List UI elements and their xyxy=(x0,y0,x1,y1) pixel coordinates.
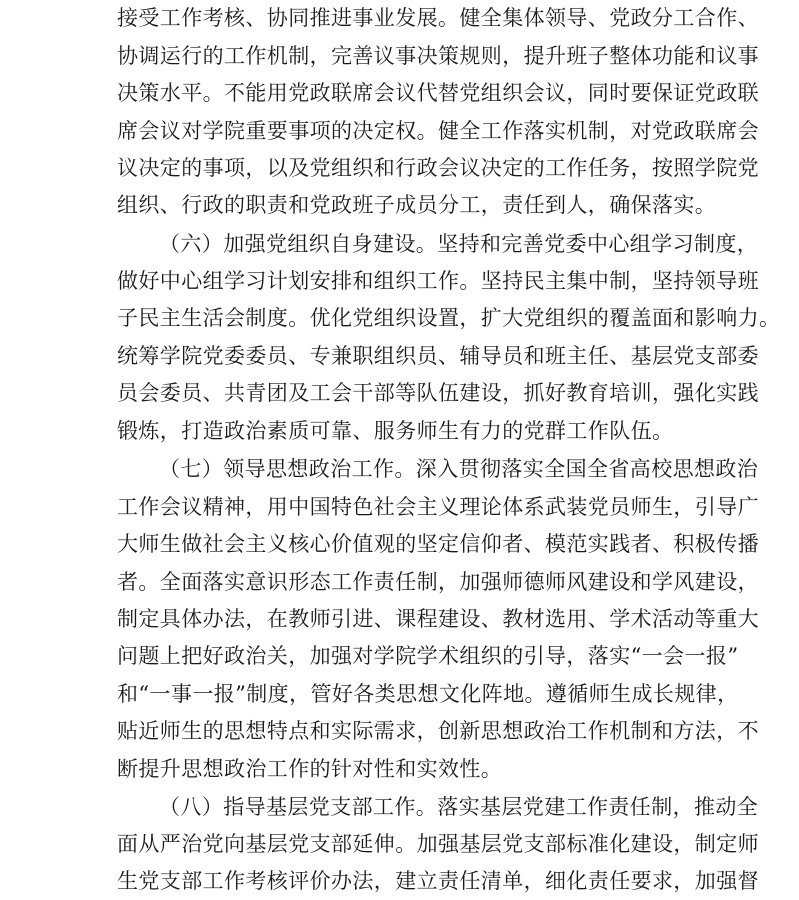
paragraph-heading-six: （六）加强党组织自身建设。坚持和完善党委中心组学习制度， xyxy=(159,232,759,256)
text-line: 面从严治党向基层党支部延伸。加强基层党支部标准化建设，制定师 xyxy=(117,832,759,856)
paragraph-heading-seven: （七）领导思想政治工作。深入贯彻落实全国全省高校思想政治 xyxy=(159,457,759,481)
text-line: 大师生做社会主义核心价值观的坚定信仰者、模范实践者、积极传播 xyxy=(117,532,759,556)
text-line: 组织、行政的职责和党政班子成员分工，责任到人，确保落实。 xyxy=(117,193,717,217)
text-line: 锻炼，打造政治素质可靠、服务师生有力的党群工作队伍。 xyxy=(117,419,674,443)
text-line: 接受工作考核、协同推进事业发展。健全集体领导、党政分工合作、 xyxy=(117,6,759,30)
text-line: 问题上把好政治关，加强对学院学术组织的引导，落实“一会一报” xyxy=(117,644,739,668)
text-line: 协调运行的工作机制，完善议事决策规则，提升班子整体功能和议事 xyxy=(117,44,759,68)
text-line: 子民主生活会制度。优化党组织设置，扩大党组织的覆盖面和影响力。 xyxy=(117,306,781,330)
text-line: 做好中心组学习计划安排和组织工作。坚持民主集中制，坚持领导班 xyxy=(117,269,759,293)
text-line: 制定具体办法，在教师引进、课程建设、教材选用、学术活动等重大 xyxy=(117,607,759,631)
text-line: 员会委员、共青团及工会干部等队伍建设，抓好教育培训，强化实践 xyxy=(117,381,759,405)
text-line: 席会议对学院重要事项的决定权。健全工作落实机制，对党政联席会 xyxy=(117,119,759,143)
text-line: 生党支部工作考核评价办法，建立责任清单，细化责任要求，加强督 xyxy=(117,869,759,893)
text-line: 工作会议精神，用中国特色社会主义理论体系武装党员师生，引导广 xyxy=(117,495,759,519)
text-line: 议决定的事项，以及党组织和行政会议决定的工作任务，按照学院党 xyxy=(117,156,759,180)
text-line: 断提升思想政治工作的针对性和实效性。 xyxy=(117,757,503,781)
paragraph-heading-eight: （八）指导基层党支部工作。落实基层党建工作责任制，推动全 xyxy=(159,795,759,819)
text-line: 者。全面落实意识形态工作责任制，加强师德师风建设和学风建设， xyxy=(117,570,759,594)
text-line: 统筹学院党委委员、专兼职组织员、辅导员和班主任、基层党支部委 xyxy=(117,344,759,368)
text-line: 贴近师生的思想特点和实际需求，创新思想政治工作机制和方法，不 xyxy=(117,719,759,743)
text-line: 和“一事一报”制度，管好各类思想文化阵地。遵循师生成长规律， xyxy=(117,682,739,706)
text-line: 决策水平。不能用党政联席会议代替党组织会议，同时要保证党政联 xyxy=(117,81,759,105)
